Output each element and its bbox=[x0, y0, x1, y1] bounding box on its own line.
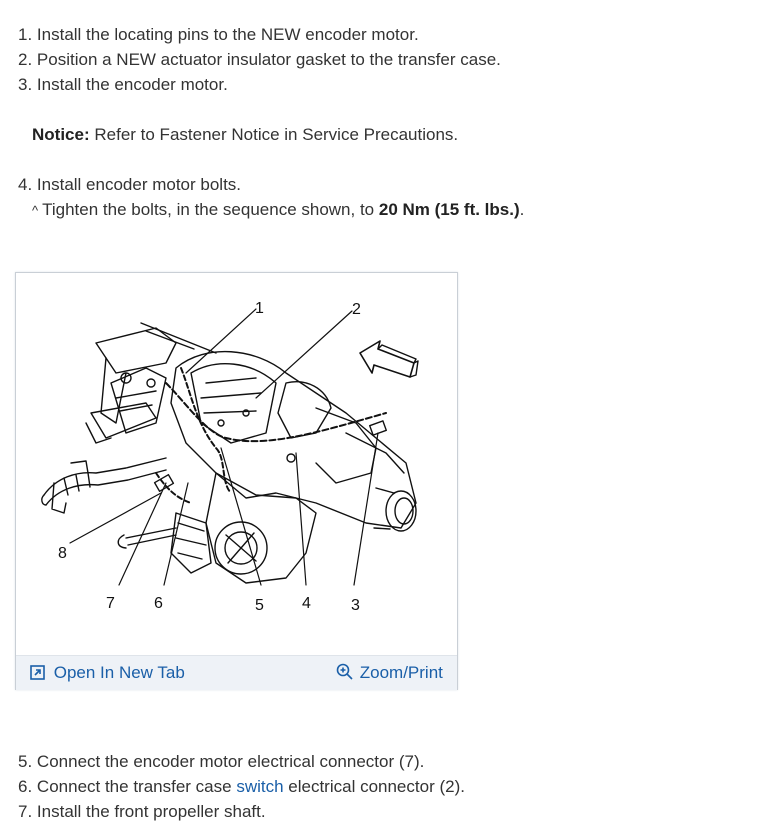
step-5 bbox=[18, 751, 424, 773]
zoom-in-icon bbox=[336, 663, 353, 680]
step-6 bbox=[18, 776, 465, 798]
step-2 bbox=[18, 49, 501, 71]
step-1 bbox=[18, 24, 419, 46]
step-number: 2. bbox=[18, 50, 33, 69]
step-number: 4. bbox=[18, 175, 33, 194]
callout-1: 1 bbox=[255, 300, 264, 317]
open-in-new-tab-button[interactable] bbox=[30, 656, 185, 690]
callout-5: 5 bbox=[255, 597, 264, 614]
figure-toolbar bbox=[16, 655, 457, 690]
callout-2: 2 bbox=[352, 301, 361, 318]
substep-text: Tighten the bolts, in the sequence shown, to bbox=[42, 200, 379, 219]
step-text: Install encoder motor bolts. bbox=[36, 175, 242, 194]
step-4 bbox=[18, 174, 241, 196]
torque-value: 20 Nm (15 ft. lbs.) bbox=[378, 200, 520, 219]
step-text: Connect the encoder motor electrical connector (7). bbox=[36, 752, 425, 771]
step-text: Install the encoder motor. bbox=[36, 75, 228, 94]
substep-end: . bbox=[519, 200, 525, 219]
callout-7: 7 bbox=[106, 595, 115, 612]
open-in-new-tab-label: Open In New Tab bbox=[53, 663, 185, 682]
substep-torque bbox=[32, 199, 524, 222]
step-text: Position a NEW actuator insulator gasket to the transfer case. bbox=[36, 50, 501, 69]
step-text: Install the front propeller shaft. bbox=[36, 802, 266, 821]
callout-8: 8 bbox=[58, 545, 67, 562]
callout-4: 4 bbox=[302, 595, 311, 612]
notice-label: Notice: bbox=[32, 125, 90, 144]
step-text: Install the locating pins to the NEW encoder motor. bbox=[36, 25, 419, 44]
step-number: 3. bbox=[18, 75, 33, 94]
step-text-end: electrical connector (2). bbox=[283, 777, 465, 796]
callout-3: 3 bbox=[351, 597, 360, 614]
transfer-case-illustration[interactable] bbox=[16, 273, 457, 655]
zoom-print-label: Zoom/Print bbox=[359, 663, 443, 682]
step-number: 5. bbox=[18, 752, 33, 771]
step-7 bbox=[18, 801, 266, 823]
caret-icon: ^ bbox=[32, 203, 39, 218]
step-number: 7. bbox=[18, 802, 33, 821]
notice-text: Refer to Fastener Notice in Service Precautions. bbox=[94, 125, 459, 144]
step-text: Connect the transfer case bbox=[36, 777, 237, 796]
step-number: 1. bbox=[18, 25, 33, 44]
step-number: 6. bbox=[18, 777, 33, 796]
notice bbox=[32, 124, 458, 146]
figure-panel bbox=[15, 272, 458, 690]
step-3 bbox=[18, 74, 228, 96]
switch-link[interactable]: switch bbox=[236, 777, 284, 796]
zoom-print-button[interactable] bbox=[336, 656, 443, 690]
open-in-new-tab-icon bbox=[30, 665, 45, 680]
callout-6: 6 bbox=[154, 595, 163, 612]
